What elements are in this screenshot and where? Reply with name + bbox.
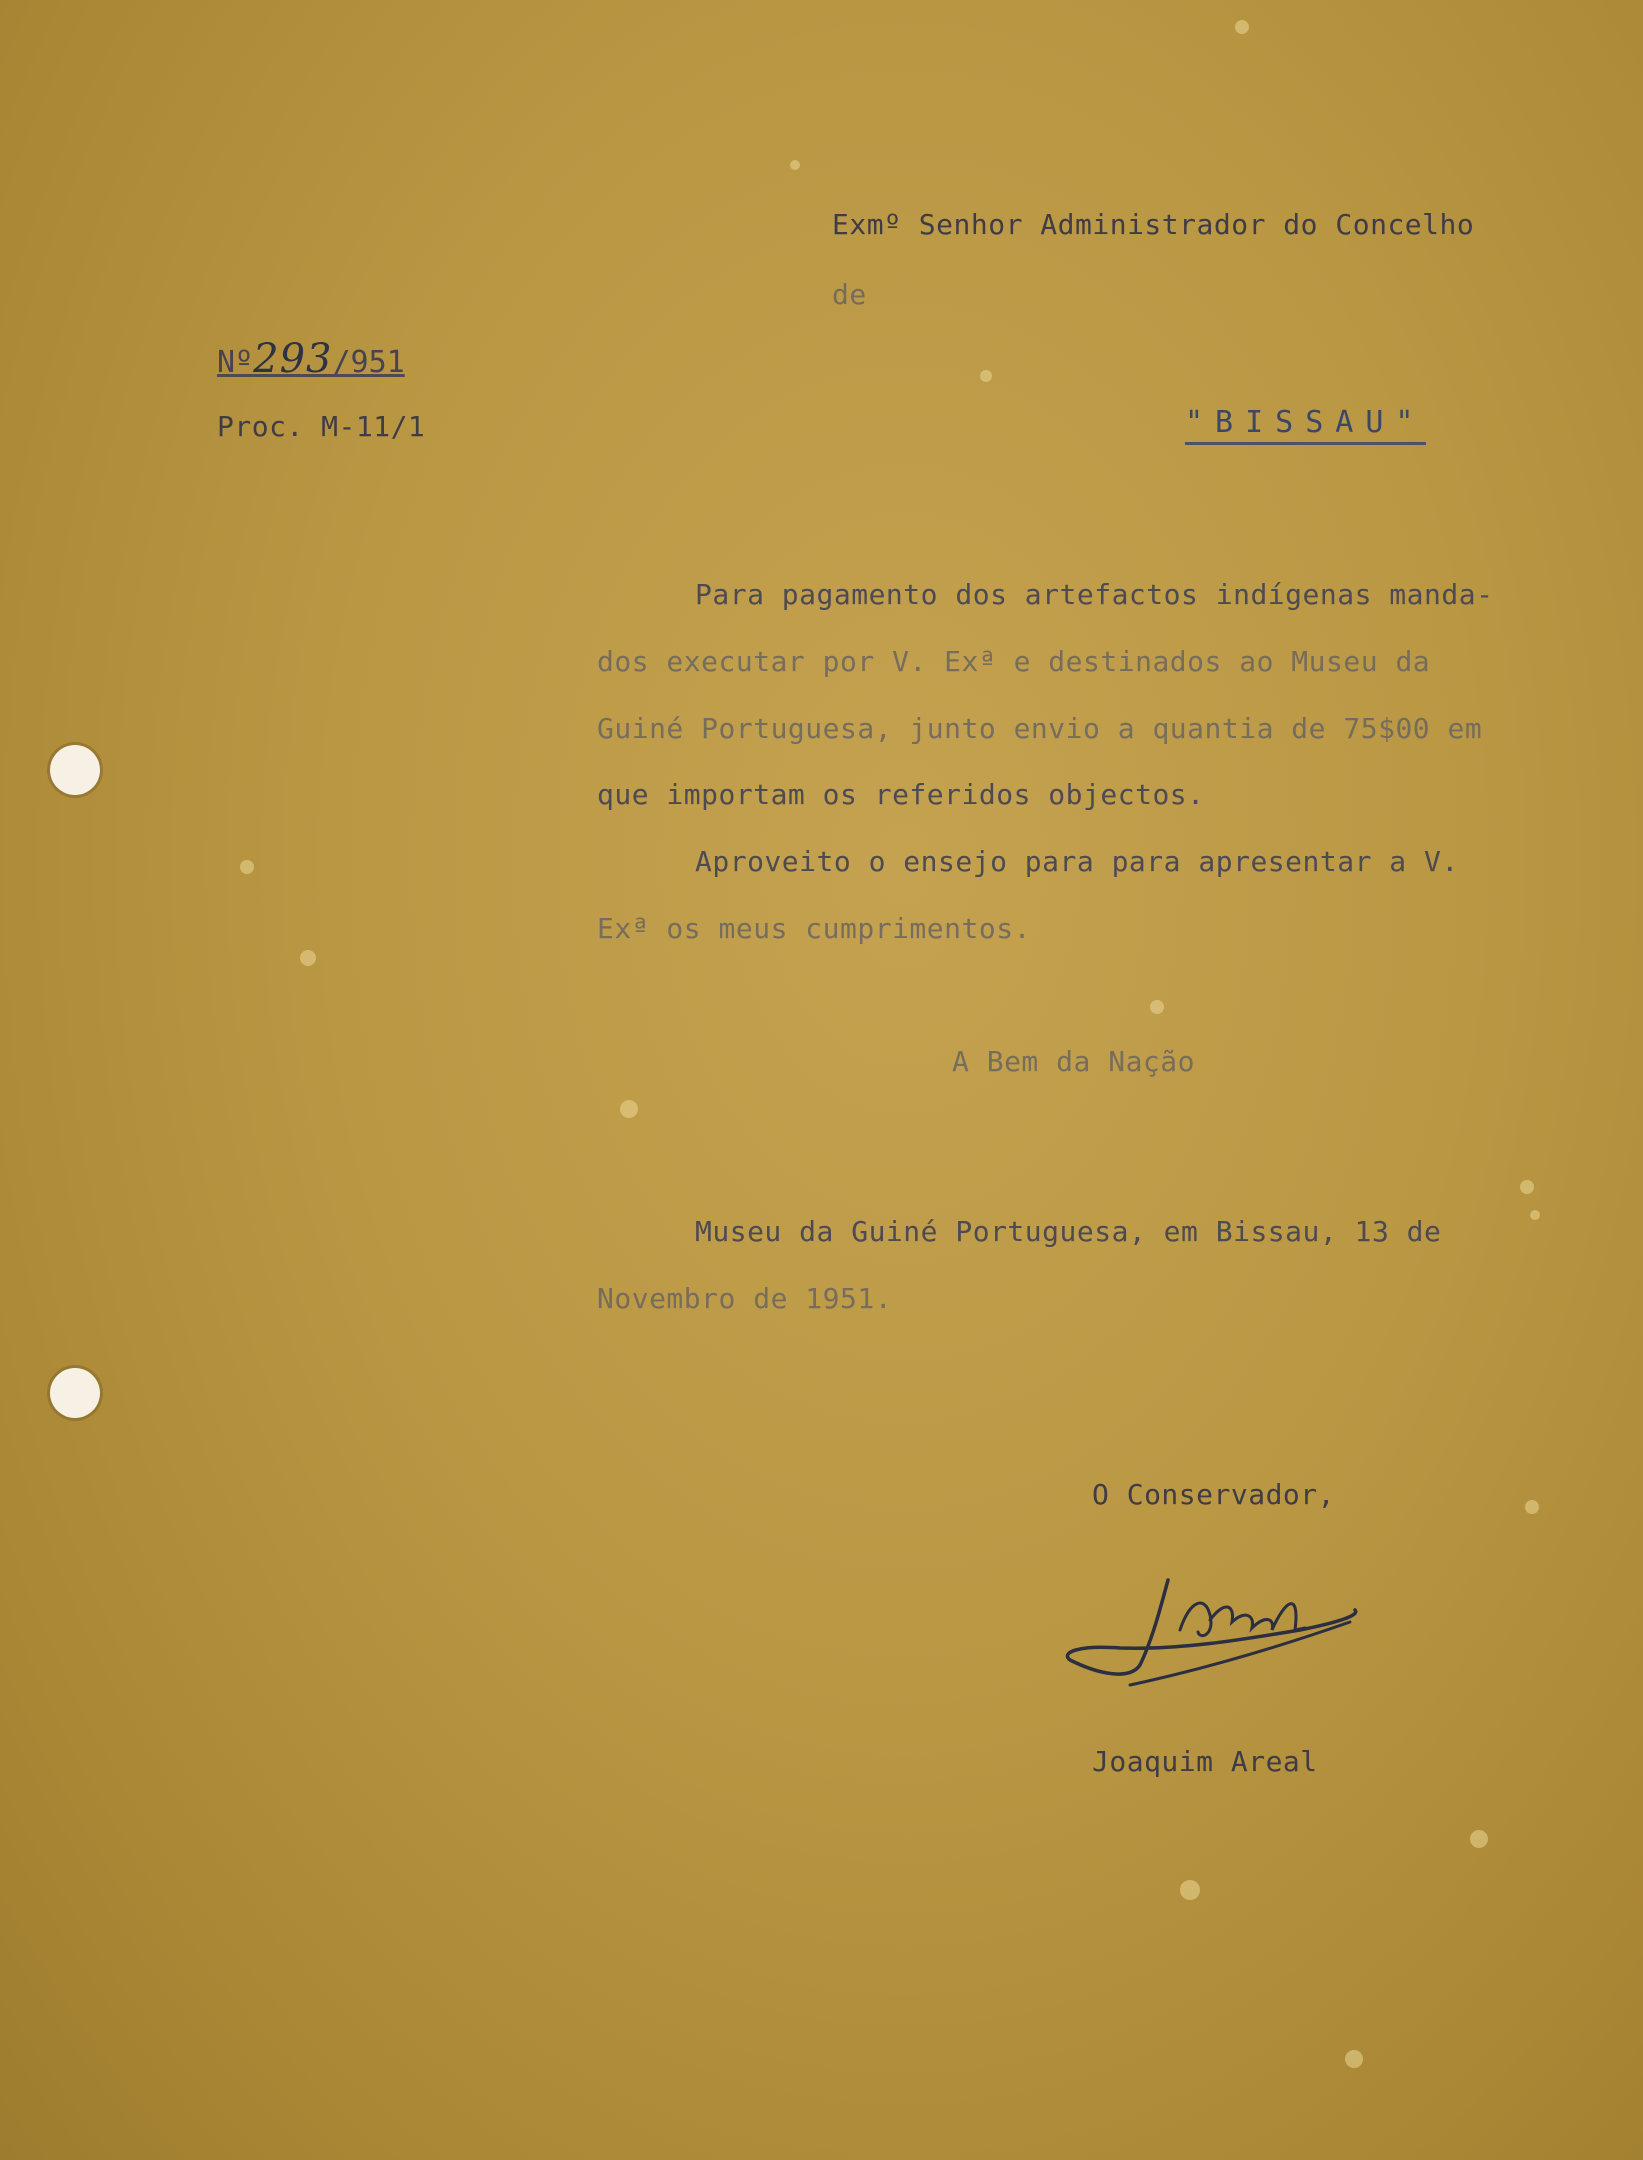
paper-speck (1150, 1000, 1164, 1014)
paper-speck (1520, 1180, 1534, 1194)
paper-speck (1530, 1210, 1540, 1220)
place-date-line: Museu da Guiné Portuguesa, em Bissau, 13 de (695, 1215, 1442, 1248)
body-line: que importam os referidos objectos. (597, 778, 1205, 811)
closing-salutation: A Bem da Nação (952, 1045, 1196, 1078)
punch-hole (50, 745, 100, 795)
addressee-de: de (832, 278, 867, 311)
punch-hole (50, 1368, 100, 1418)
paper-speck (1470, 1830, 1488, 1848)
signatory-role: O Conservador, (1092, 1478, 1336, 1511)
body-line: Para pagamento dos artefactos indígenas manda- (695, 578, 1494, 611)
paper-speck (620, 1100, 638, 1118)
signature (1060, 1560, 1370, 1700)
body-line: Aproveito o ensejo para para apresentar a V. (695, 845, 1459, 878)
paper-speck (240, 860, 254, 874)
paper-speck (1525, 1500, 1539, 1514)
reference-handwritten-number: 293 (253, 336, 333, 382)
place-date-line: Novembro de 1951. (597, 1282, 893, 1315)
body-line: Guiné Portuguesa, junto envio a quantia de 75$00 em (597, 712, 1483, 745)
addressee-line: Exmº Senhor Administrador do Concelho (832, 208, 1475, 241)
body-line: Exª os meus cumprimentos. (597, 912, 1031, 945)
body-line: dos executar por V. Exª e destinados ao Museu da (597, 645, 1431, 678)
reference-suffix: /951 (332, 345, 405, 380)
addressee-city: "BISSAU" (1185, 405, 1426, 445)
reference-prefix: Nº (217, 345, 254, 380)
paper-speck (790, 160, 800, 170)
paper-speck (300, 950, 316, 966)
process-number: Proc. M-11/1 (217, 410, 426, 443)
paper-speck (1235, 20, 1249, 34)
paper-speck (980, 370, 992, 382)
paper-speck (1345, 2050, 1363, 2068)
signatory-name: Joaquim Areal (1092, 1745, 1318, 1778)
reference-number (217, 336, 405, 382)
paper-speck (1180, 1880, 1200, 1900)
